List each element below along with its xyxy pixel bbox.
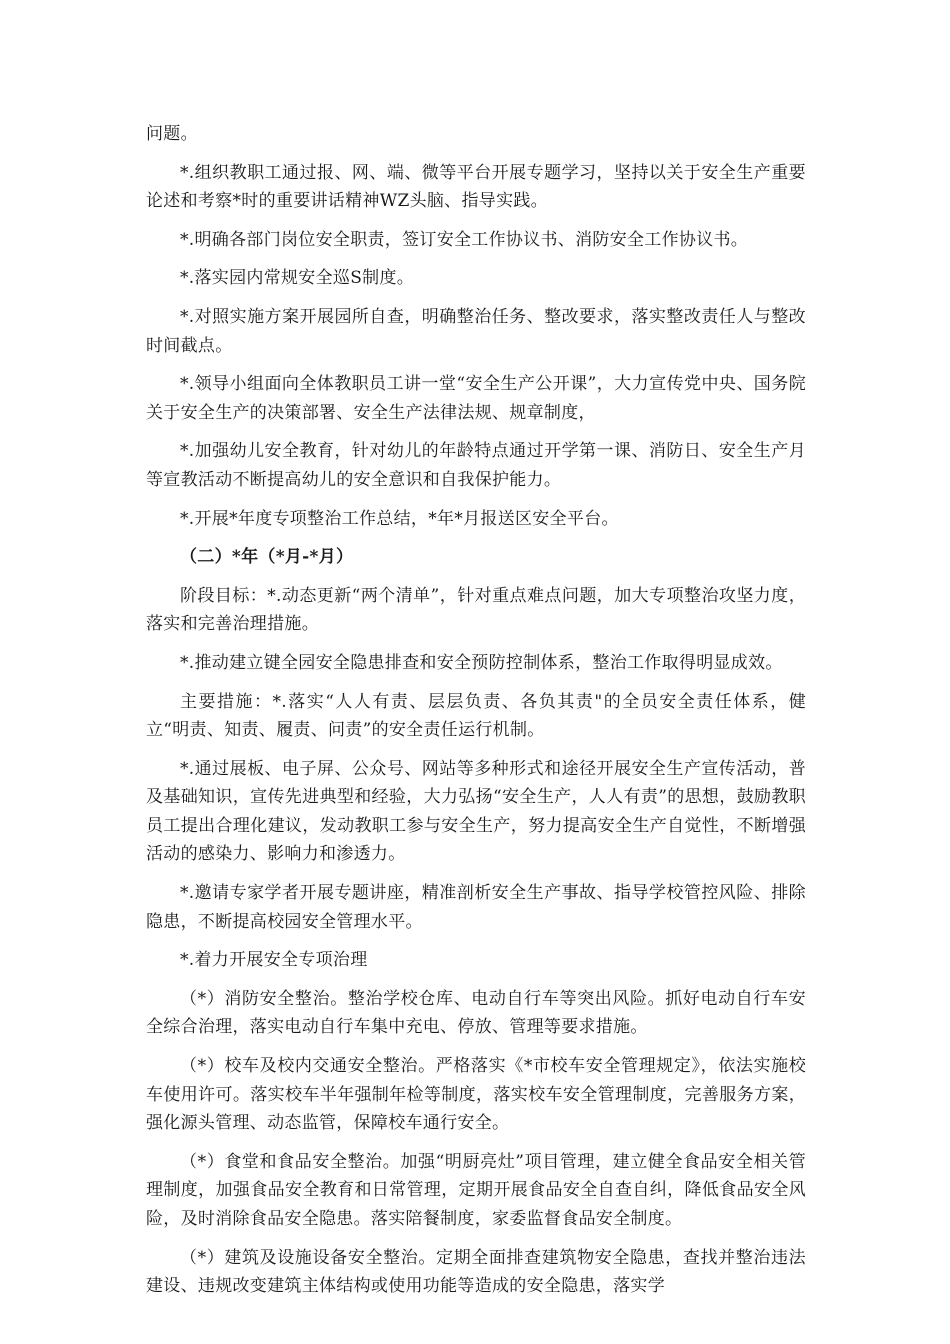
paragraph: *.着力开展安全专项治理 xyxy=(180,950,368,971)
paragraph: （*）建筑及设施设备安全整治。定期全面排查建筑物安全隐患，查找并整治违法建设、违规改变建筑主体结构或使用功能等造成的安全隐患，落实学 xyxy=(146,1247,806,1297)
paragraph: *.邀请专家学者开展专题讲座，精准剖析安全生产事故、指导学校管控风险、排除隐患，不断提高校园安全管理水平。 xyxy=(146,883,806,932)
paragraph-continuation: 问题。 xyxy=(146,124,198,144)
paragraph: *.通过展板、电子屏、公众号、网站等多种形式和途径开展安全生产宣传活动，普及基础知识，宣传先进典型和经验，大力弘扬“安全生产，人人有责”的思想，鼓励教职员工提出合理化建议，发动教职工参与安全生产，努力提高安全生产自觉性，不断增强活动的感染力、影响力和渗透力。 xyxy=(146,758,806,865)
paragraph: 主要措施：*.落实“人人有责、层层负责、各负其责"的全员安全责任体系，健立“明责、知责、履责、问责”的安全责任运行机制。 xyxy=(146,691,806,741)
paragraph: *.推动建立键全园安全隐患排查和安全预防控制体系，整治工作取得明显成效。 xyxy=(180,652,783,673)
paragraph: *.明确各部门岗位安全职责，签订安全工作协议书、消防安全工作协议书。 xyxy=(180,229,749,250)
paragraph: （*）食堂和食品安全整治。加强“明厨亮灶”项目管理，建立健全食品安全相关管理制度，加强食品安全教育和日常管理，定期开展食品安全自查自纠，降低食品安全风险，及时消除食品安全隐患。落实陪餐制度，家委监督食品安全制度。 xyxy=(146,1151,806,1229)
paragraph: *.组织教职工通过报、网、端、微等平台开展专题学习，坚持以关于安全生产重要论述和考察*时的重要讲话精神WZ头脑、指导实践。 xyxy=(146,162,806,212)
paragraph: *.加强幼儿安全教育，针对幼儿的年龄特点通过开学第一课、消防日、安全生产月等宣教活动不断提高幼儿的安全意识和自我保护能力。 xyxy=(146,441,806,490)
paragraph: （*）校车及校内交通安全整治。严格落实《*市校车安全管理规定》，依法实施校车使用许可。落实校车半年强制年检等制度，落实校车安全管理制度，完善服务方案，强化源头管理、动态监管，保障校车通行安全。 xyxy=(146,1056,806,1134)
paragraph: *.对照实施方案开展园所自查，明确整治任务、整改要求，落实整改责任人与整改时间截点。 xyxy=(146,306,806,356)
paragraph: （*）消防安全整治。整治学校仓库、电动自行车等突出风险。抓好电动自行车安全综合治理，落实电动自行车集中充电、停放、管理等要求措施。 xyxy=(146,988,806,1038)
section-heading: （二）*年（*月-*月） xyxy=(180,547,354,568)
paragraph: *.落实园内常规安全巡S制度。 xyxy=(180,268,415,289)
paragraph: *.开展*年度专项整治工作总结，*年*月报送区安全平台。 xyxy=(180,508,619,529)
document-body xyxy=(146,120,806,1311)
paragraph: 阶段目标：*.动态更新“两个清单”，针对重点难点问题，加大专项整治攻坚力度，落实和完善治理措施。 xyxy=(146,585,806,635)
paragraph: *.领导小组面向全体教职员工讲一堂“安全生产公开课”，大力宣传党中央、国务院关于安全生产的决策部署、安全生产法律法规、规章制度， xyxy=(146,374,806,423)
